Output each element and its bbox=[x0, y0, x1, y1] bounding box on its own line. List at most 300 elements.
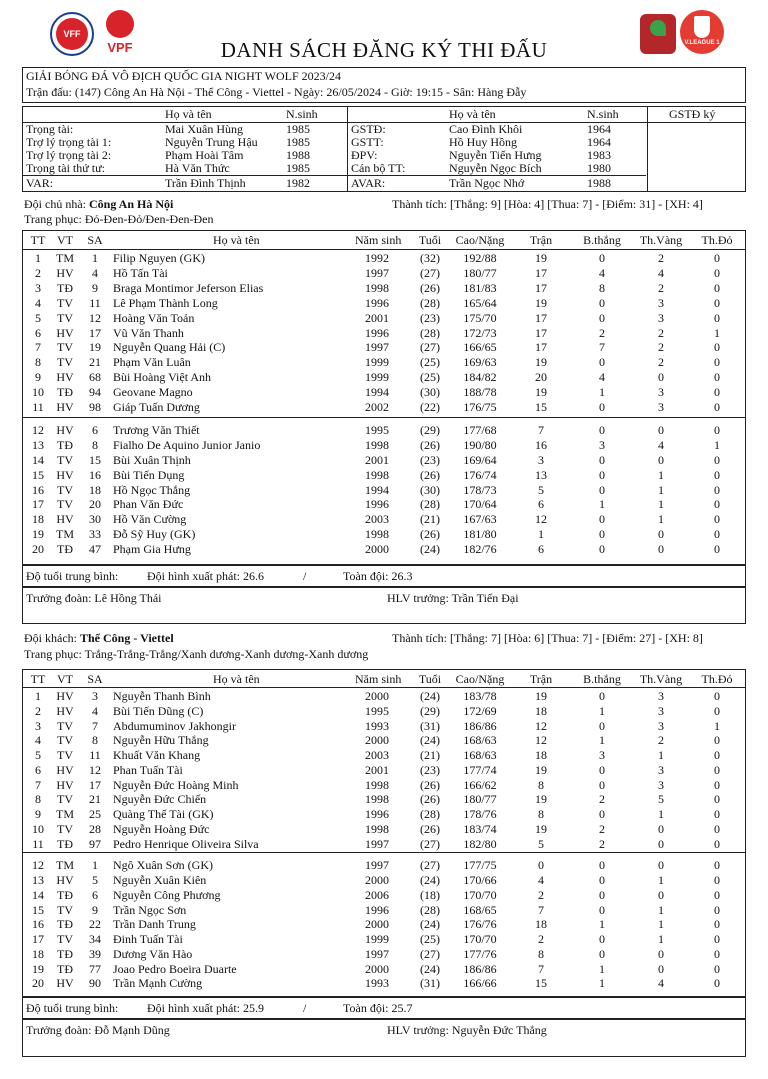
official-name: Nguyễn Tiến Hưng bbox=[449, 148, 542, 162]
player-shirt: 12 bbox=[89, 310, 101, 325]
player-yellow-cards: 0 bbox=[658, 452, 664, 467]
player-matches: 17 bbox=[535, 325, 547, 340]
player-goals: 0 bbox=[599, 295, 605, 310]
player-height-weight: 176/74 bbox=[463, 467, 497, 482]
player-birth-year: 1999 bbox=[365, 370, 389, 385]
player-yellow-cards: 3 bbox=[658, 718, 664, 733]
player-red-cards: 1 bbox=[714, 325, 720, 340]
player-goals: 2 bbox=[599, 325, 605, 340]
player-shirt: 8 bbox=[92, 437, 98, 452]
player-yellow-cards: 2 bbox=[658, 280, 664, 295]
player-birth-year: 1998 bbox=[365, 527, 389, 542]
player-yellow-cards: 0 bbox=[658, 946, 664, 961]
player-red-cards: 0 bbox=[714, 807, 720, 821]
player-no: 3 bbox=[35, 280, 41, 295]
vleague-logo-text: V.LEAGUE 1 bbox=[684, 40, 720, 46]
player-no: 7 bbox=[35, 777, 41, 792]
player-goals: 0 bbox=[599, 542, 605, 557]
player-position: TV bbox=[57, 355, 73, 370]
player-yellow-cards: 2 bbox=[658, 355, 664, 370]
away-avg-separator: / bbox=[303, 1001, 307, 1015]
player-matches: 17 bbox=[535, 265, 547, 280]
player-no: 13 bbox=[32, 437, 44, 452]
player-name: Đinh Tuấn Tài bbox=[113, 932, 183, 946]
official-name: Mai Xuân Hùng bbox=[165, 122, 243, 136]
player-birth-year: 2001 bbox=[365, 452, 389, 467]
player-name: Trần Ngọc Sơn bbox=[113, 902, 187, 917]
column-header-red-cards: Th.Đỏ bbox=[701, 233, 733, 247]
away-record: Thành tích: [Thắng: 7] [Hòa: 6] [Thua: 7] - [Điểm: 27] - [XH: 8] bbox=[392, 631, 703, 645]
player-red-cards: 0 bbox=[714, 370, 720, 385]
player-birth-year: 2000 bbox=[365, 873, 389, 887]
player-red-cards: 0 bbox=[714, 762, 720, 777]
player-shirt: 8 bbox=[92, 733, 98, 748]
player-shirt: 77 bbox=[89, 961, 101, 976]
column-header-age: Tuổi bbox=[418, 672, 442, 686]
player-row bbox=[23, 917, 745, 932]
column-header-shirt: SA bbox=[87, 672, 103, 686]
player-name: Nguyễn Đức Hoàng Minh bbox=[113, 777, 239, 792]
column-header-birth-year: Năm sinh bbox=[355, 233, 402, 247]
player-goals: 2 bbox=[599, 792, 605, 807]
player-goals: 0 bbox=[599, 689, 605, 703]
player-row bbox=[23, 733, 745, 748]
player-position: HV bbox=[56, 467, 74, 482]
player-birth-year: 1996 bbox=[365, 902, 389, 917]
player-red-cards: 0 bbox=[714, 310, 720, 325]
player-height-weight: 169/64 bbox=[463, 452, 497, 467]
player-no: 20 bbox=[32, 542, 44, 557]
page-title: DANH SÁCH ĐĂNG KÝ THI ĐẤU bbox=[220, 38, 548, 62]
player-red-cards: 0 bbox=[714, 858, 720, 873]
player-height-weight: 168/63 bbox=[463, 733, 497, 748]
player-age: (29) bbox=[420, 422, 440, 437]
player-row bbox=[23, 311, 745, 326]
player-matches: 8 bbox=[538, 946, 544, 961]
player-matches: 12 bbox=[535, 718, 547, 733]
player-position: TV bbox=[57, 452, 73, 467]
away-roster-table bbox=[22, 669, 746, 997]
player-shirt: 11 bbox=[89, 295, 101, 310]
player-goals: 0 bbox=[599, 718, 605, 733]
player-red-cards: 0 bbox=[714, 265, 720, 280]
player-no: 3 bbox=[35, 718, 41, 733]
player-position: HV bbox=[56, 777, 74, 792]
player-no: 5 bbox=[35, 310, 41, 325]
player-goals: 0 bbox=[599, 482, 605, 497]
player-shirt: 39 bbox=[89, 946, 101, 961]
player-yellow-cards: 2 bbox=[658, 340, 664, 355]
player-shirt: 33 bbox=[89, 527, 101, 542]
player-no: 20 bbox=[32, 976, 44, 991]
player-height-weight: 177/75 bbox=[463, 858, 497, 873]
player-matches: 13 bbox=[535, 467, 547, 482]
player-birth-year: 1996 bbox=[365, 295, 389, 310]
player-row bbox=[23, 858, 745, 873]
home-coach: HLV trưởng: Trần Tiến Đại bbox=[387, 591, 519, 605]
player-yellow-cards: 3 bbox=[658, 310, 664, 325]
column-header-no: TT bbox=[30, 672, 46, 686]
player-shirt: 9 bbox=[92, 902, 98, 917]
player-yellow-cards: 1 bbox=[658, 917, 664, 932]
officials-year-header-left: N.sinh bbox=[286, 107, 318, 121]
home-avg-all: Toàn đội: 26.3 bbox=[343, 569, 413, 583]
official-year: 1982 bbox=[286, 176, 310, 190]
player-matches: 8 bbox=[538, 777, 544, 792]
player-no: 13 bbox=[32, 873, 44, 887]
player-red-cards: 0 bbox=[714, 733, 720, 748]
player-name: Phạm Gia Hưng bbox=[113, 542, 191, 557]
officials-name-header-right: Họ và tên bbox=[449, 107, 496, 121]
away-label: Đội khách: bbox=[24, 631, 77, 645]
player-no: 16 bbox=[32, 917, 44, 932]
player-shirt: 22 bbox=[89, 917, 101, 932]
player-age: (18) bbox=[420, 887, 440, 902]
player-name: Pedro Henrique Oliveira Silva bbox=[113, 836, 259, 851]
player-name: Phan Văn Đức bbox=[113, 497, 184, 512]
player-height-weight: 183/78 bbox=[463, 689, 497, 703]
player-position: TV bbox=[57, 718, 73, 733]
player-name: Nguyễn Hoàng Đức bbox=[113, 821, 210, 836]
player-height-weight: 166/66 bbox=[463, 976, 497, 991]
player-shirt: 18 bbox=[89, 482, 101, 497]
player-birth-year: 1994 bbox=[365, 482, 389, 497]
player-red-cards: 0 bbox=[714, 422, 720, 437]
player-no: 18 bbox=[32, 946, 44, 961]
player-red-cards: 0 bbox=[714, 777, 720, 792]
player-name: Nguyễn Quang Hải (C) bbox=[113, 340, 226, 355]
player-height-weight: 184/82 bbox=[463, 370, 497, 385]
player-matches: 19 bbox=[535, 295, 547, 310]
column-header-red-cards: Th.Đỏ bbox=[701, 672, 733, 686]
player-position: HV bbox=[56, 512, 74, 527]
home-label-line bbox=[24, 197, 173, 212]
player-position: HV bbox=[56, 265, 74, 280]
player-goals: 0 bbox=[599, 310, 605, 325]
player-name: Filip Nguyen (GK) bbox=[113, 251, 205, 265]
player-matches: 5 bbox=[538, 482, 544, 497]
player-shirt: 25 bbox=[89, 807, 101, 821]
home-avg-separator: / bbox=[303, 569, 307, 583]
player-goals: 1 bbox=[599, 497, 605, 512]
player-age: (31) bbox=[420, 976, 440, 991]
player-height-weight: 172/69 bbox=[463, 703, 497, 718]
home-avg-start: Đội hình xuất phát: 26.6 bbox=[147, 569, 264, 583]
player-no: 10 bbox=[32, 385, 44, 400]
player-birth-year: 1997 bbox=[365, 836, 389, 851]
player-age: (27) bbox=[420, 858, 440, 873]
player-name: Nguyễn Thanh Bình bbox=[113, 689, 211, 703]
player-red-cards: 0 bbox=[714, 251, 720, 265]
player-goals: 0 bbox=[599, 807, 605, 821]
player-age: (24) bbox=[420, 873, 440, 887]
player-shirt: 16 bbox=[89, 467, 101, 482]
player-row bbox=[23, 778, 745, 793]
player-yellow-cards: 0 bbox=[658, 821, 664, 836]
player-no: 6 bbox=[35, 325, 41, 340]
player-birth-year: 2002 bbox=[365, 400, 389, 414]
column-header-birth-year: Năm sinh bbox=[355, 672, 402, 686]
player-goals: 2 bbox=[599, 836, 605, 851]
column-header-position: VT bbox=[57, 672, 73, 686]
table-header-row bbox=[23, 233, 745, 248]
home-manager: Trưởng đoàn: Lê Hồng Thái bbox=[26, 591, 162, 605]
player-age: (28) bbox=[420, 807, 440, 821]
player-row bbox=[23, 748, 745, 763]
player-row bbox=[23, 719, 745, 734]
player-height-weight: 181/83 bbox=[463, 280, 497, 295]
player-no: 18 bbox=[32, 512, 44, 527]
player-matches: 19 bbox=[535, 792, 547, 807]
player-position: TV bbox=[57, 340, 73, 355]
player-position: TV bbox=[57, 482, 73, 497]
player-height-weight: 170/66 bbox=[463, 873, 497, 887]
away-manager: Trưởng đoàn: Đỗ Mạnh Dũng bbox=[26, 1023, 170, 1037]
player-matches: 7 bbox=[538, 961, 544, 976]
player-position: TV bbox=[57, 310, 73, 325]
player-name: Đỗ Sỹ Huy (GK) bbox=[113, 527, 196, 542]
player-birth-year: 1996 bbox=[365, 497, 389, 512]
player-no: 17 bbox=[32, 932, 44, 946]
player-height-weight: 169/63 bbox=[463, 355, 497, 370]
player-shirt: 97 bbox=[89, 836, 101, 851]
player-position: HV bbox=[56, 422, 74, 437]
player-red-cards: 0 bbox=[714, 873, 720, 887]
player-goals: 0 bbox=[599, 873, 605, 887]
player-birth-year: 2001 bbox=[365, 762, 389, 777]
player-red-cards: 0 bbox=[714, 976, 720, 991]
player-row bbox=[23, 251, 745, 266]
player-height-weight: 177/68 bbox=[463, 422, 497, 437]
player-goals: 0 bbox=[599, 887, 605, 902]
player-height-weight: 186/86 bbox=[463, 718, 497, 733]
player-goals: 0 bbox=[599, 512, 605, 527]
player-birth-year: 2000 bbox=[365, 733, 389, 748]
player-position: TM bbox=[56, 251, 74, 265]
column-header-yellow-cards: Th.Vàng bbox=[639, 672, 683, 686]
player-position: TM bbox=[56, 858, 74, 873]
player-no: 19 bbox=[32, 527, 44, 542]
player-goals: 2 bbox=[599, 821, 605, 836]
player-no: 2 bbox=[35, 703, 41, 718]
player-shirt: 3 bbox=[92, 689, 98, 703]
player-position: TV bbox=[57, 733, 73, 748]
player-height-weight: 182/76 bbox=[463, 542, 497, 557]
player-position: TM bbox=[56, 807, 74, 821]
player-matches: 7 bbox=[538, 422, 544, 437]
player-age: (25) bbox=[420, 370, 440, 385]
player-matches: 19 bbox=[535, 355, 547, 370]
player-position: TĐ bbox=[57, 961, 73, 976]
player-yellow-cards: 3 bbox=[658, 777, 664, 792]
player-birth-year: 1999 bbox=[365, 932, 389, 946]
player-age: (23) bbox=[420, 310, 440, 325]
player-name: Vũ Văn Thanh bbox=[113, 325, 184, 340]
player-shirt: 17 bbox=[89, 325, 101, 340]
player-no: 1 bbox=[35, 689, 41, 703]
player-name: Bùi Tiến Dũng (C) bbox=[113, 703, 204, 718]
player-goals: 1 bbox=[599, 703, 605, 718]
player-red-cards: 0 bbox=[714, 946, 720, 961]
player-matches: 18 bbox=[535, 748, 547, 762]
player-yellow-cards: 0 bbox=[658, 370, 664, 385]
player-shirt: 9 bbox=[92, 280, 98, 295]
player-position: HV bbox=[56, 873, 74, 887]
player-age: (26) bbox=[420, 280, 440, 295]
player-position: TĐ bbox=[57, 385, 73, 400]
player-birth-year: 1998 bbox=[365, 792, 389, 807]
player-yellow-cards: 1 bbox=[658, 873, 664, 887]
player-shirt: 47 bbox=[89, 542, 101, 557]
player-height-weight: 168/63 bbox=[463, 748, 497, 762]
player-name: Quàng Thế Tài (GK) bbox=[113, 807, 214, 821]
player-yellow-cards: 0 bbox=[658, 961, 664, 976]
player-age: (28) bbox=[420, 295, 440, 310]
player-age: (26) bbox=[420, 527, 440, 542]
player-row bbox=[23, 837, 745, 852]
player-birth-year: 2000 bbox=[365, 689, 389, 703]
player-name: Trần Danh Trung bbox=[113, 917, 196, 932]
official-year: 1985 bbox=[286, 135, 310, 149]
player-height-weight: 188/78 bbox=[463, 385, 497, 400]
player-row bbox=[23, 385, 745, 400]
player-name: Hồ Tấn Tài bbox=[113, 265, 168, 280]
official-role: Trợ lý trọng tài 1: bbox=[26, 135, 112, 149]
player-name: Nguyễn Đức Chiến bbox=[113, 792, 207, 807]
player-row bbox=[23, 807, 745, 822]
player-age: (23) bbox=[420, 762, 440, 777]
player-birth-year: 1997 bbox=[365, 946, 389, 961]
player-no: 6 bbox=[35, 762, 41, 777]
official-year: 1980 bbox=[587, 161, 611, 175]
player-row bbox=[23, 763, 745, 778]
player-yellow-cards: 4 bbox=[658, 976, 664, 991]
player-height-weight: 166/65 bbox=[463, 340, 497, 355]
player-yellow-cards: 0 bbox=[658, 836, 664, 851]
player-red-cards: 0 bbox=[714, 497, 720, 512]
player-age: (26) bbox=[420, 467, 440, 482]
player-row bbox=[23, 340, 745, 355]
player-birth-year: 1996 bbox=[365, 325, 389, 340]
player-matches: 6 bbox=[538, 497, 544, 512]
column-header-name: Họ và tên bbox=[213, 233, 260, 247]
player-shirt: 19 bbox=[89, 340, 101, 355]
home-age-box bbox=[22, 565, 746, 587]
player-yellow-cards: 0 bbox=[658, 887, 664, 902]
player-age: (28) bbox=[420, 497, 440, 512]
player-age: (24) bbox=[420, 917, 440, 932]
player-red-cards: 0 bbox=[714, 887, 720, 902]
player-position: HV bbox=[56, 689, 74, 703]
player-red-cards: 0 bbox=[714, 482, 720, 497]
player-age: (21) bbox=[420, 748, 440, 762]
player-row bbox=[23, 296, 745, 311]
player-shirt: 28 bbox=[89, 821, 101, 836]
player-name: Nguyễn Hữu Thắng bbox=[113, 733, 209, 748]
column-header-name: Họ và tên bbox=[213, 672, 260, 686]
player-no: 5 bbox=[35, 748, 41, 762]
player-age: (24) bbox=[420, 689, 440, 703]
player-shirt: 11 bbox=[89, 748, 101, 762]
player-no: 12 bbox=[32, 422, 44, 437]
player-birth-year: 2006 bbox=[365, 887, 389, 902]
player-red-cards: 0 bbox=[714, 280, 720, 295]
player-goals: 0 bbox=[599, 777, 605, 792]
player-red-cards: 0 bbox=[714, 792, 720, 807]
player-matches: 19 bbox=[535, 821, 547, 836]
player-goals: 0 bbox=[599, 932, 605, 946]
player-row bbox=[23, 873, 745, 888]
player-row bbox=[23, 932, 745, 947]
player-birth-year: 1998 bbox=[365, 467, 389, 482]
player-shirt: 4 bbox=[92, 265, 98, 280]
player-birth-year: 2003 bbox=[365, 748, 389, 762]
player-birth-year: 1997 bbox=[365, 340, 389, 355]
player-goals: 8 bbox=[599, 280, 605, 295]
player-red-cards: 0 bbox=[714, 917, 720, 932]
player-height-weight: 165/64 bbox=[463, 295, 497, 310]
player-name: Lê Phạm Thành Long bbox=[113, 295, 218, 310]
player-matches: 16 bbox=[535, 437, 547, 452]
player-name: Fialho De Aquino Junior Janio bbox=[113, 437, 261, 452]
player-shirt: 21 bbox=[89, 355, 101, 370]
player-no: 14 bbox=[32, 452, 44, 467]
player-matches: 20 bbox=[535, 370, 547, 385]
official-name: Cao Đình Khôi bbox=[449, 122, 523, 136]
away-label-line bbox=[24, 631, 174, 646]
column-header-shirt: SA bbox=[87, 233, 103, 247]
official-role: Cán bộ TT: bbox=[351, 161, 406, 175]
player-shirt: 6 bbox=[92, 887, 98, 902]
player-row bbox=[23, 903, 745, 918]
player-shirt: 6 bbox=[92, 422, 98, 437]
player-birth-year: 1995 bbox=[365, 422, 389, 437]
player-yellow-cards: 1 bbox=[658, 467, 664, 482]
official-name: Hồ Huy Hồng bbox=[449, 135, 517, 149]
official-name: Hà Văn Thức bbox=[165, 161, 230, 175]
player-birth-year: 1994 bbox=[365, 385, 389, 400]
away-kit: Trang phục: Trắng-Trắng-Trắng/Xanh dương-Xanh dương-Xanh dương bbox=[24, 647, 369, 661]
player-birth-year: 1998 bbox=[365, 777, 389, 792]
player-yellow-cards: 3 bbox=[658, 689, 664, 703]
player-yellow-cards: 0 bbox=[658, 422, 664, 437]
player-matches: 19 bbox=[535, 385, 547, 400]
player-height-weight: 180/77 bbox=[463, 792, 497, 807]
player-yellow-cards: 4 bbox=[658, 265, 664, 280]
player-position: TĐ bbox=[57, 917, 73, 932]
player-no: 15 bbox=[32, 467, 44, 482]
player-row bbox=[23, 400, 745, 415]
player-goals: 0 bbox=[599, 467, 605, 482]
player-yellow-cards: 0 bbox=[658, 858, 664, 873]
player-name: Bùi Tiến Dụng bbox=[113, 467, 185, 482]
official-role: GSTĐ: bbox=[351, 122, 386, 136]
player-red-cards: 0 bbox=[714, 385, 720, 400]
player-name: Khuất Văn Khang bbox=[113, 748, 201, 762]
player-goals: 0 bbox=[599, 902, 605, 917]
player-goals: 7 bbox=[599, 340, 605, 355]
player-matches: 1 bbox=[538, 527, 544, 542]
player-shirt: 1 bbox=[92, 251, 98, 265]
player-no: 4 bbox=[35, 295, 41, 310]
player-position: TĐ bbox=[57, 836, 73, 851]
away-avg-all: Toàn đội: 25.7 bbox=[343, 1001, 413, 1015]
player-red-cards: 0 bbox=[714, 961, 720, 976]
player-row bbox=[23, 468, 745, 483]
player-row bbox=[23, 704, 745, 719]
player-yellow-cards: 1 bbox=[658, 497, 664, 512]
home-staff-box bbox=[22, 587, 746, 624]
